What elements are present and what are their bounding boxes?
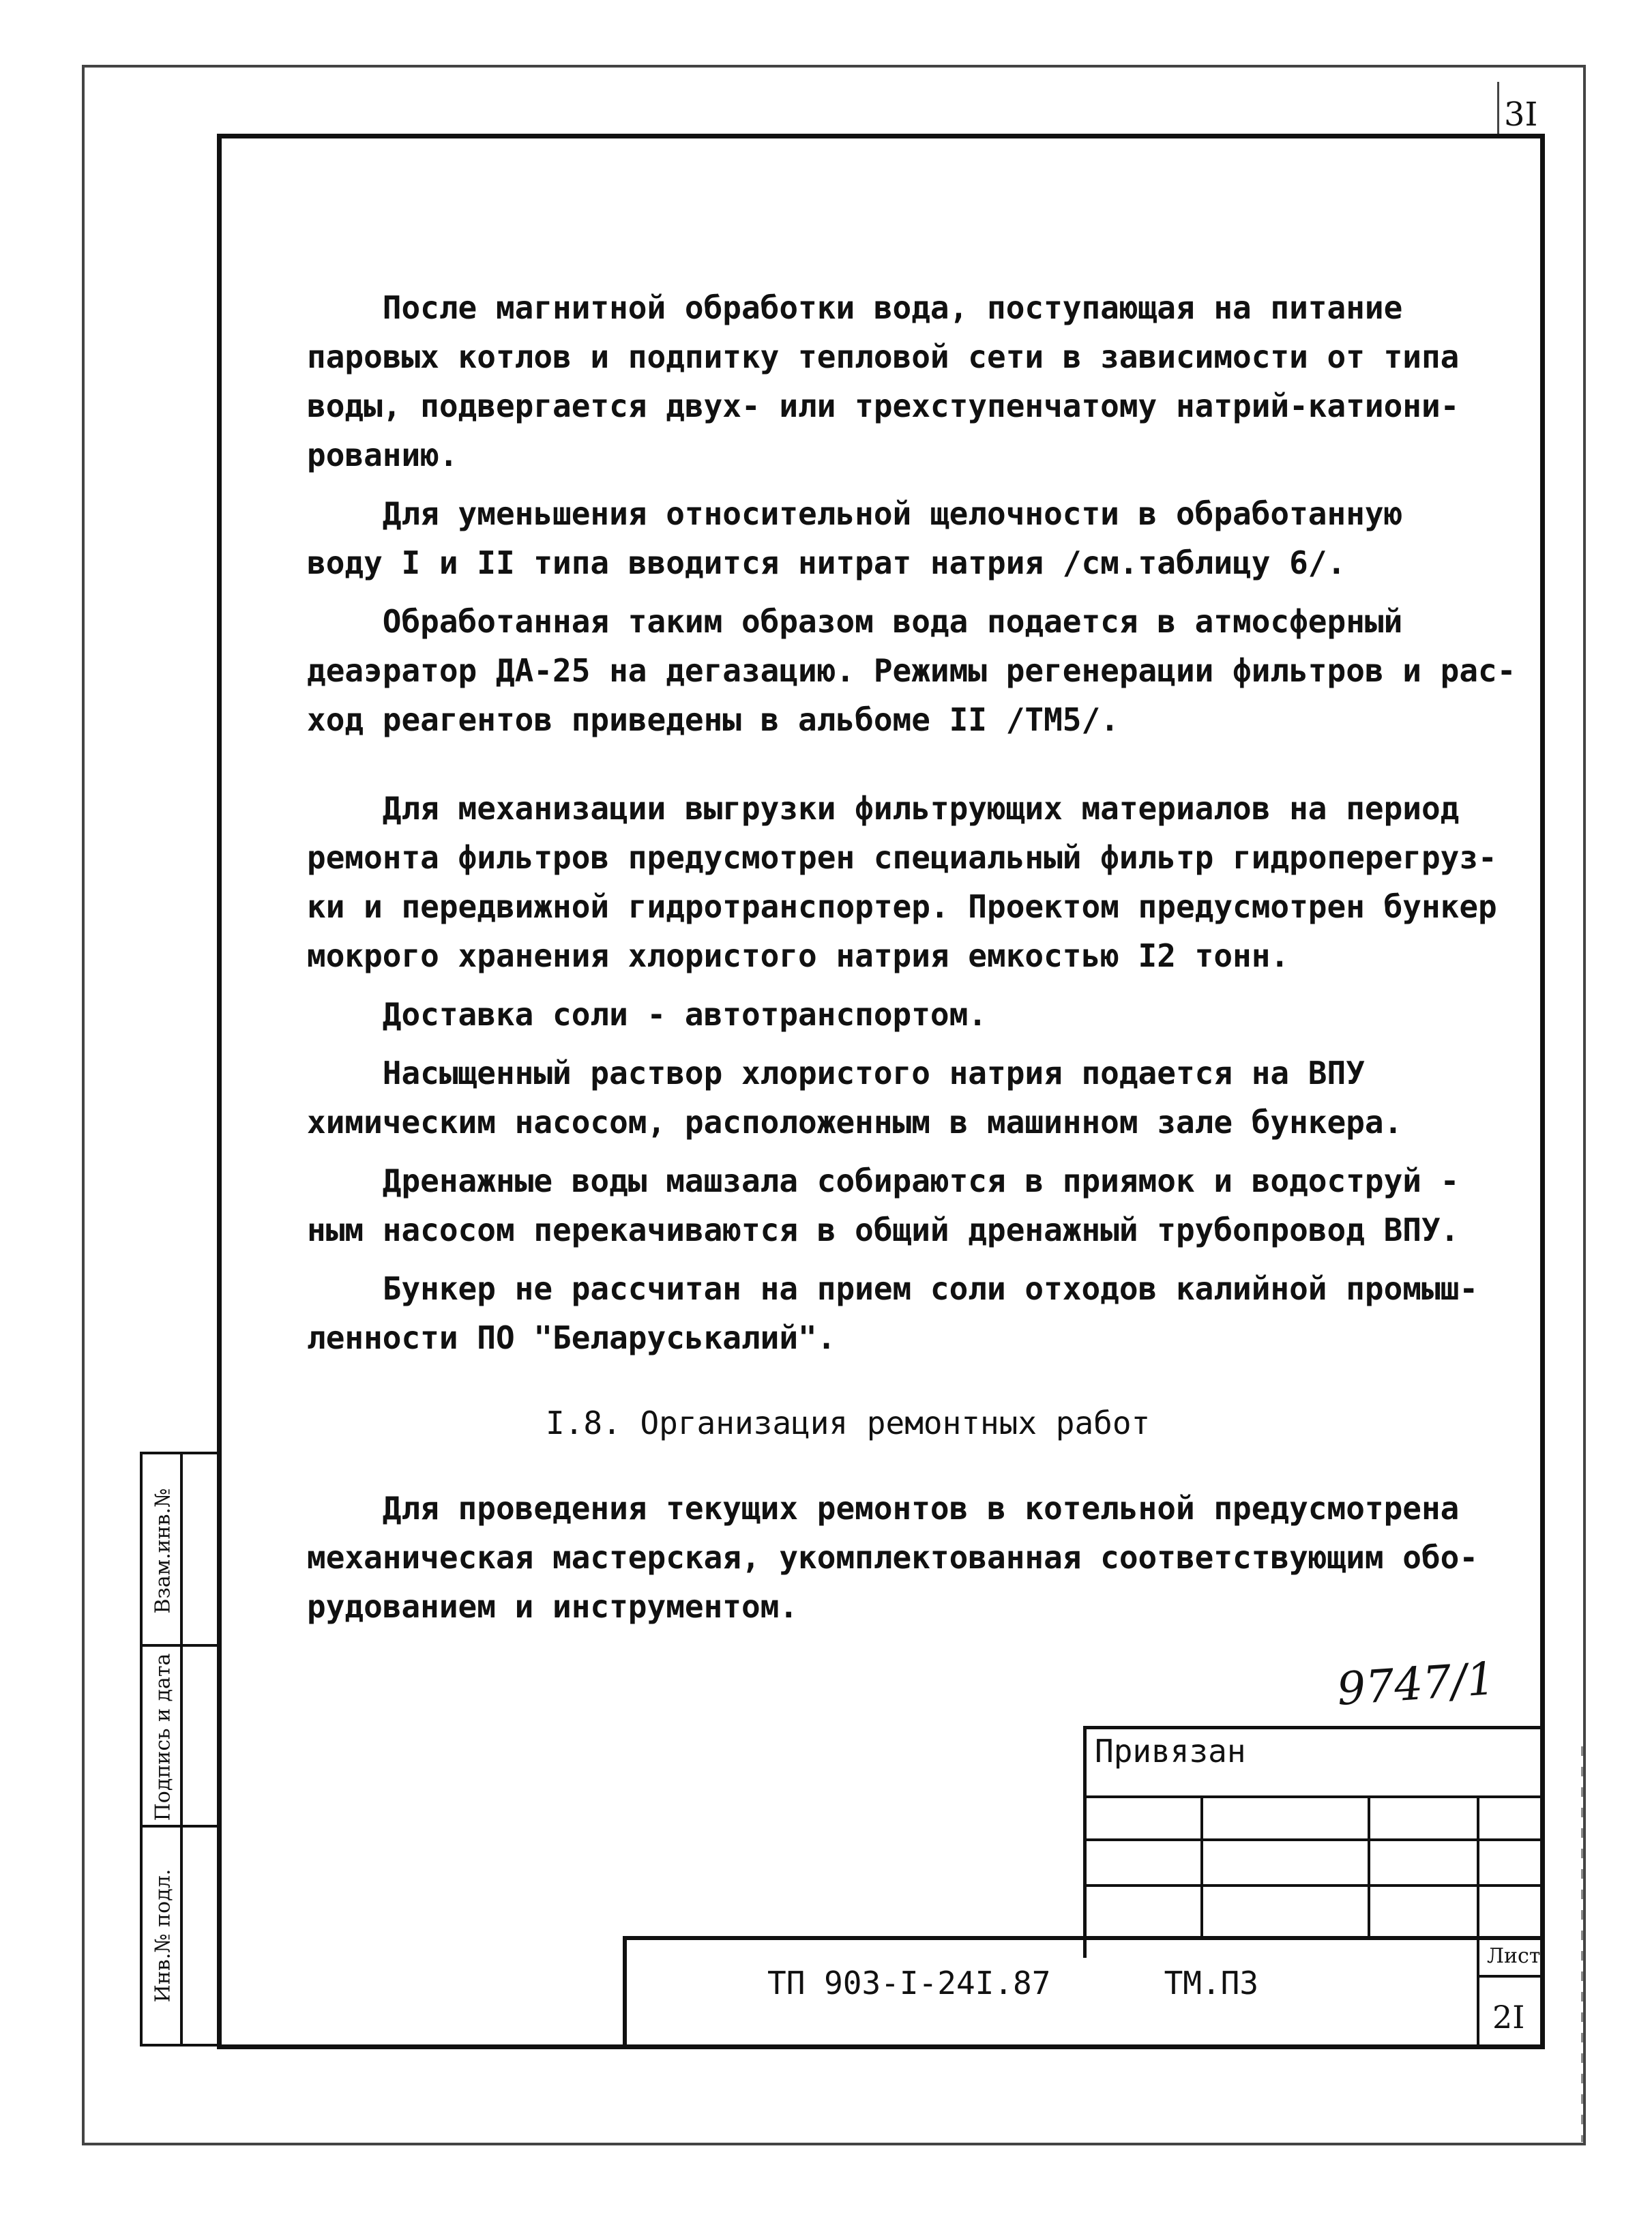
privyazan-label: Привязан — [1095, 1733, 1246, 1770]
sheet-cell-divider — [1477, 1936, 1479, 2049]
stamp-column — [140, 1452, 222, 2047]
paragraph-7: Дренажные воды машзала собираются в приямок и водоструй - ным насосом перекачиваются в общий дренажный трубопровод ВПУ. — [307, 1162, 1460, 1248]
paragraph-4: Для механизации выгрузки фильтрующих материалов на период ремонта фильтров предусмотрен специальный фильтр гидроперегруз- ки и передвижной гидротранспортер. Проектом предусмотрен бункер мокрого хранения хлористого натрия емкостью I2 тонн. — [307, 790, 1497, 974]
title-block-rule — [1083, 1884, 1545, 1887]
sheet-label: Лист — [1487, 1944, 1541, 1968]
stamp-label-podpis: Подпись и дата — [151, 1653, 175, 1821]
stamp-label-vzam: Взам.инв.№ — [151, 1488, 175, 1613]
title-block-rule — [1083, 1795, 1545, 1798]
title-block-divider — [1368, 1795, 1370, 1939]
corner-page-number: 3I — [1504, 96, 1538, 134]
title-block-divider — [1200, 1795, 1203, 1939]
title-block-divider — [1477, 1795, 1479, 1939]
paragraph-3: Обработанная таким образом вода подается в атмосферный деаэратор ДА-25 на дегазацию. Режимы регенерации фильтров и рас- ход реагентов приведены в альбоме II /ТМ5/. — [307, 603, 1516, 738]
paragraph-5: Доставка соли - автотранспортом. — [307, 996, 987, 1033]
paragraph-6: Насыщенный раствор хлористого натрия подается на ВПУ химическим насосом, расположенным в машинном зале бункера. — [307, 1055, 1403, 1141]
paragraph-8: Бункер не рассчитан на прием соли отходов калийной промыш- ленности ПО "Беларуськалий". — [307, 1270, 1479, 1356]
paragraph-2: Для уменьшения относительной щелочности в обработанную воду I и II типа вводится нитрат натрия /см.таблицу 6/. — [307, 495, 1403, 581]
sheet-number: 2I — [1492, 1999, 1525, 2036]
top-divider — [1497, 82, 1499, 136]
section-heading: I.8. Организация ремонтных работ — [546, 1405, 1151, 1441]
sheet-cell-rule — [1477, 1975, 1545, 1978]
paragraph-1: После магнитной обработки вода, поступающая на питание паровых котлов и подпитку тепловой сети в зависимости от типа воды, подвергается двух- или трехступенчатому натрий-катиони- рованию. — [307, 289, 1460, 473]
body-text — [307, 283, 1516, 1362]
handwritten-number: 9747/1 — [1335, 1652, 1497, 1716]
fold-mark — [1581, 1746, 1583, 2142]
document-code: ТП 903-I-24I.87 ТМ.ПЗ — [767, 1965, 1259, 2001]
stamp-label-inv: Инв.№ подл. — [151, 1868, 175, 2003]
title-block-rule — [1083, 1838, 1545, 1841]
section-text: Для проведения текущих ремонтов в котельной предусмотрена механическая мастерская, укомплектованная соответствующим обо- рудованием и инструментом. — [307, 1490, 1479, 1625]
